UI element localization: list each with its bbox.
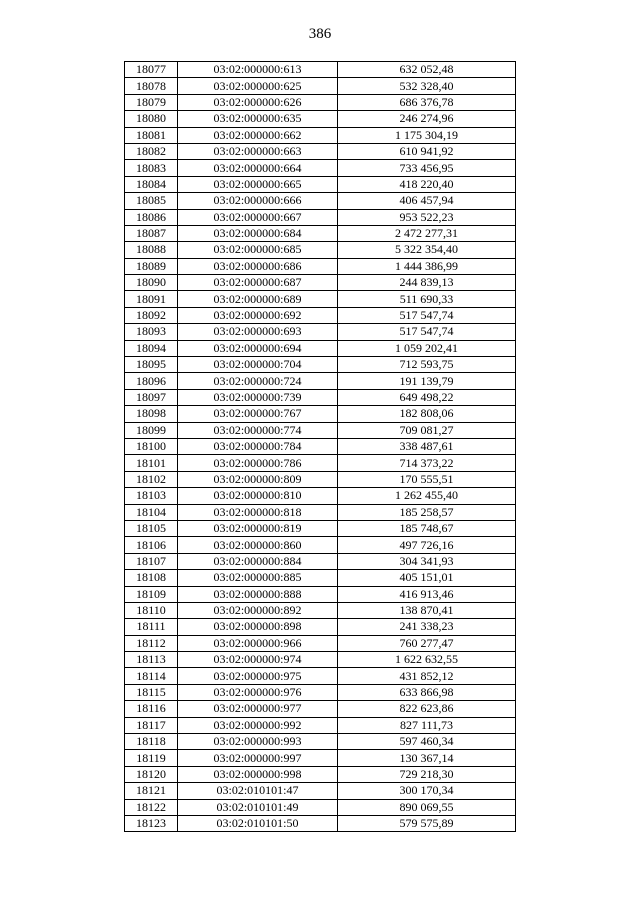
row-number-cell: 18109 bbox=[125, 586, 178, 602]
table-row bbox=[125, 78, 516, 94]
row-number-cell: 18083 bbox=[125, 160, 178, 176]
table-row bbox=[125, 602, 516, 618]
value-cell: 182 808,06 bbox=[338, 406, 516, 422]
table-row bbox=[125, 471, 516, 487]
table-row bbox=[125, 684, 516, 700]
cadastral-number-cell: 03:02:000000:884 bbox=[178, 553, 338, 569]
row-number-cell: 18123 bbox=[125, 815, 178, 831]
row-number-cell: 18090 bbox=[125, 275, 178, 291]
value-cell: 416 913,46 bbox=[338, 586, 516, 602]
cadastral-number-cell: 03:02:000000:809 bbox=[178, 471, 338, 487]
value-cell: 241 338,23 bbox=[338, 619, 516, 635]
cadastral-number-cell: 03:02:000000:975 bbox=[178, 668, 338, 684]
value-cell: 244 839,13 bbox=[338, 275, 516, 291]
value-cell: 300 170,34 bbox=[338, 783, 516, 799]
cadastral-number-cell: 03:02:010101:47 bbox=[178, 783, 338, 799]
row-number-cell: 18077 bbox=[125, 62, 178, 78]
row-number-cell: 18091 bbox=[125, 291, 178, 307]
table-row bbox=[125, 734, 516, 750]
value-cell: 517 547,74 bbox=[338, 324, 516, 340]
value-cell: 5 322 354,40 bbox=[338, 242, 516, 258]
table-row bbox=[125, 619, 516, 635]
row-number-cell: 18092 bbox=[125, 307, 178, 323]
table-row bbox=[125, 815, 516, 831]
row-number-cell: 18121 bbox=[125, 783, 178, 799]
cadastral-number-cell: 03:02:000000:667 bbox=[178, 209, 338, 225]
table-row bbox=[125, 537, 516, 553]
value-cell: 712 593,75 bbox=[338, 357, 516, 373]
row-number-cell: 18089 bbox=[125, 258, 178, 274]
cadastral-number-cell: 03:02:000000:810 bbox=[178, 488, 338, 504]
row-number-cell: 18117 bbox=[125, 717, 178, 733]
cadastral-number-cell: 03:02:000000:635 bbox=[178, 111, 338, 127]
table-row bbox=[125, 160, 516, 176]
cadastral-number-cell: 03:02:000000:664 bbox=[178, 160, 338, 176]
table-row bbox=[125, 488, 516, 504]
row-number-cell: 18104 bbox=[125, 504, 178, 520]
cadastral-number-cell: 03:02:000000:739 bbox=[178, 389, 338, 405]
value-cell: 709 081,27 bbox=[338, 422, 516, 438]
table-row bbox=[125, 504, 516, 520]
value-cell: 2 472 277,31 bbox=[338, 225, 516, 241]
table-row bbox=[125, 62, 516, 78]
row-number-cell: 18114 bbox=[125, 668, 178, 684]
cadastral-number-cell: 03:02:000000:662 bbox=[178, 127, 338, 143]
table-row bbox=[125, 455, 516, 471]
table-row bbox=[125, 291, 516, 307]
table-row bbox=[125, 242, 516, 258]
row-number-cell: 18116 bbox=[125, 701, 178, 717]
value-cell: 579 575,89 bbox=[338, 815, 516, 831]
row-number-cell: 18111 bbox=[125, 619, 178, 635]
row-number-cell: 18103 bbox=[125, 488, 178, 504]
cadastral-number-cell: 03:02:000000:692 bbox=[178, 307, 338, 323]
value-cell: 431 852,12 bbox=[338, 668, 516, 684]
row-number-cell: 18122 bbox=[125, 799, 178, 815]
value-cell: 733 456,95 bbox=[338, 160, 516, 176]
cadastral-number-cell: 03:02:000000:786 bbox=[178, 455, 338, 471]
cadastral-number-cell: 03:02:000000:767 bbox=[178, 406, 338, 422]
table-row bbox=[125, 225, 516, 241]
table-row bbox=[125, 373, 516, 389]
cadastral-number-cell: 03:02:000000:686 bbox=[178, 258, 338, 274]
value-cell: 1 444 386,99 bbox=[338, 258, 516, 274]
cadastral-number-cell: 03:02:010101:50 bbox=[178, 815, 338, 831]
cadastral-number-cell: 03:02:000000:966 bbox=[178, 635, 338, 651]
row-number-cell: 18085 bbox=[125, 193, 178, 209]
table-row bbox=[125, 357, 516, 373]
cadastral-number-cell: 03:02:000000:819 bbox=[178, 520, 338, 536]
row-number-cell: 18120 bbox=[125, 766, 178, 782]
cadastral-number-cell: 03:02:000000:693 bbox=[178, 324, 338, 340]
cadastral-number-cell: 03:02:000000:724 bbox=[178, 373, 338, 389]
value-cell: 185 748,67 bbox=[338, 520, 516, 536]
table-row bbox=[125, 635, 516, 651]
row-number-cell: 18098 bbox=[125, 406, 178, 422]
row-number-cell: 18106 bbox=[125, 537, 178, 553]
cadastral-number-cell: 03:02:000000:689 bbox=[178, 291, 338, 307]
row-number-cell: 18110 bbox=[125, 602, 178, 618]
cadastral-number-cell: 03:02:000000:685 bbox=[178, 242, 338, 258]
table-row bbox=[125, 258, 516, 274]
value-cell: 953 522,23 bbox=[338, 209, 516, 225]
cadastral-number-cell: 03:02:000000:774 bbox=[178, 422, 338, 438]
value-cell: 760 277,47 bbox=[338, 635, 516, 651]
cadastral-number-cell: 03:02:000000:998 bbox=[178, 766, 338, 782]
row-number-cell: 18112 bbox=[125, 635, 178, 651]
cadastral-number-cell: 03:02:000000:687 bbox=[178, 275, 338, 291]
value-cell: 649 498,22 bbox=[338, 389, 516, 405]
table-row bbox=[125, 389, 516, 405]
value-cell: 130 367,14 bbox=[338, 750, 516, 766]
table-row bbox=[125, 520, 516, 536]
value-cell: 597 460,34 bbox=[338, 734, 516, 750]
row-number-cell: 18082 bbox=[125, 143, 178, 159]
value-cell: 822 623,86 bbox=[338, 701, 516, 717]
row-number-cell: 18087 bbox=[125, 225, 178, 241]
table-row bbox=[125, 701, 516, 717]
value-cell: 304 341,93 bbox=[338, 553, 516, 569]
cadastral-number-cell: 03:02:000000:663 bbox=[178, 143, 338, 159]
row-number-cell: 18094 bbox=[125, 340, 178, 356]
row-number-cell: 18115 bbox=[125, 684, 178, 700]
value-cell: 633 866,98 bbox=[338, 684, 516, 700]
value-cell: 729 218,30 bbox=[338, 766, 516, 782]
value-cell: 1 175 304,19 bbox=[338, 127, 516, 143]
value-cell: 185 258,57 bbox=[338, 504, 516, 520]
cadastral-number-cell: 03:02:000000:977 bbox=[178, 701, 338, 717]
value-cell: 405 151,01 bbox=[338, 570, 516, 586]
value-cell: 610 941,92 bbox=[338, 143, 516, 159]
value-cell: 517 547,74 bbox=[338, 307, 516, 323]
value-cell: 406 457,94 bbox=[338, 193, 516, 209]
row-number-cell: 18113 bbox=[125, 652, 178, 668]
cadastral-number-cell: 03:02:000000:666 bbox=[178, 193, 338, 209]
table-row bbox=[125, 766, 516, 782]
registry-table bbox=[124, 61, 516, 832]
cadastral-number-cell: 03:02:000000:898 bbox=[178, 619, 338, 635]
table-row bbox=[125, 652, 516, 668]
row-number-cell: 18084 bbox=[125, 176, 178, 192]
cadastral-number-cell: 03:02:010101:49 bbox=[178, 799, 338, 815]
value-cell: 138 870,41 bbox=[338, 602, 516, 618]
table-row bbox=[125, 307, 516, 323]
value-cell: 890 069,55 bbox=[338, 799, 516, 815]
row-number-cell: 18080 bbox=[125, 111, 178, 127]
row-number-cell: 18118 bbox=[125, 734, 178, 750]
table-row bbox=[125, 717, 516, 733]
cadastral-number-cell: 03:02:000000:818 bbox=[178, 504, 338, 520]
table-row bbox=[125, 570, 516, 586]
value-cell: 827 111,73 bbox=[338, 717, 516, 733]
row-number-cell: 18107 bbox=[125, 553, 178, 569]
table-row bbox=[125, 799, 516, 815]
cadastral-number-cell: 03:02:000000:892 bbox=[178, 602, 338, 618]
value-cell: 686 376,78 bbox=[338, 94, 516, 110]
row-number-cell: 18081 bbox=[125, 127, 178, 143]
cadastral-number-cell: 03:02:000000:784 bbox=[178, 438, 338, 454]
value-cell: 418 220,40 bbox=[338, 176, 516, 192]
row-number-cell: 18102 bbox=[125, 471, 178, 487]
cadastral-number-cell: 03:02:000000:992 bbox=[178, 717, 338, 733]
row-number-cell: 18119 bbox=[125, 750, 178, 766]
value-cell: 511 690,33 bbox=[338, 291, 516, 307]
table-row bbox=[125, 783, 516, 799]
cadastral-number-cell: 03:02:000000:885 bbox=[178, 570, 338, 586]
table-row bbox=[125, 143, 516, 159]
table-row bbox=[125, 209, 516, 225]
row-number-cell: 18096 bbox=[125, 373, 178, 389]
table-row bbox=[125, 193, 516, 209]
value-cell: 170 555,51 bbox=[338, 471, 516, 487]
table-row bbox=[125, 668, 516, 684]
cadastral-number-cell: 03:02:000000:665 bbox=[178, 176, 338, 192]
page-number: 386 bbox=[308, 26, 332, 42]
table-row bbox=[125, 324, 516, 340]
table-row bbox=[125, 94, 516, 110]
value-cell: 714 373,22 bbox=[338, 455, 516, 471]
cadastral-number-cell: 03:02:000000:993 bbox=[178, 734, 338, 750]
value-cell: 338 487,61 bbox=[338, 438, 516, 454]
table-row bbox=[125, 422, 516, 438]
value-cell: 632 052,48 bbox=[338, 62, 516, 78]
table-row bbox=[125, 111, 516, 127]
row-number-cell: 18097 bbox=[125, 389, 178, 405]
cadastral-number-cell: 03:02:000000:613 bbox=[178, 62, 338, 78]
row-number-cell: 18088 bbox=[125, 242, 178, 258]
row-number-cell: 18101 bbox=[125, 455, 178, 471]
registry-table-body bbox=[125, 62, 516, 832]
row-number-cell: 18093 bbox=[125, 324, 178, 340]
table-row bbox=[125, 586, 516, 602]
cadastral-number-cell: 03:02:000000:997 bbox=[178, 750, 338, 766]
row-number-cell: 18105 bbox=[125, 520, 178, 536]
row-number-cell: 18099 bbox=[125, 422, 178, 438]
table-row bbox=[125, 438, 516, 454]
table-row bbox=[125, 127, 516, 143]
table-row bbox=[125, 750, 516, 766]
value-cell: 497 726,16 bbox=[338, 537, 516, 553]
table-row bbox=[125, 406, 516, 422]
table-row bbox=[125, 553, 516, 569]
value-cell: 1 262 455,40 bbox=[338, 488, 516, 504]
value-cell: 532 328,40 bbox=[338, 78, 516, 94]
cadastral-number-cell: 03:02:000000:694 bbox=[178, 340, 338, 356]
cadastral-number-cell: 03:02:000000:704 bbox=[178, 357, 338, 373]
value-cell: 1 622 632,55 bbox=[338, 652, 516, 668]
table-row bbox=[125, 176, 516, 192]
value-cell: 191 139,79 bbox=[338, 373, 516, 389]
row-number-cell: 18095 bbox=[125, 357, 178, 373]
cadastral-number-cell: 03:02:000000:974 bbox=[178, 652, 338, 668]
row-number-cell: 18086 bbox=[125, 209, 178, 225]
row-number-cell: 18079 bbox=[125, 94, 178, 110]
cadastral-number-cell: 03:02:000000:888 bbox=[178, 586, 338, 602]
cadastral-number-cell: 03:02:000000:684 bbox=[178, 225, 338, 241]
value-cell: 246 274,96 bbox=[338, 111, 516, 127]
cadastral-number-cell: 03:02:000000:976 bbox=[178, 684, 338, 700]
cadastral-number-cell: 03:02:000000:860 bbox=[178, 537, 338, 553]
table-row bbox=[125, 275, 516, 291]
cadastral-number-cell: 03:02:000000:626 bbox=[178, 94, 338, 110]
cadastral-number-cell: 03:02:000000:625 bbox=[178, 78, 338, 94]
table-row bbox=[125, 340, 516, 356]
value-cell: 1 059 202,41 bbox=[338, 340, 516, 356]
row-number-cell: 18078 bbox=[125, 78, 178, 94]
row-number-cell: 18100 bbox=[125, 438, 178, 454]
row-number-cell: 18108 bbox=[125, 570, 178, 586]
